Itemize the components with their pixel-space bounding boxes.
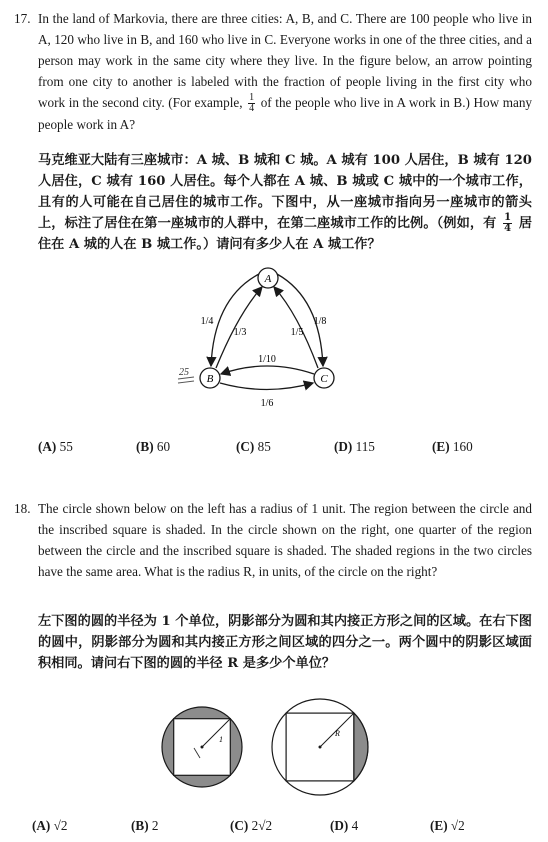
problem-18-choice-a[interactable] — [32, 818, 67, 834]
problem-17-choice-e[interactable] — [432, 439, 473, 455]
problem-17-text-en — [38, 8, 532, 135]
fraction-numerator: 1 — [504, 212, 512, 223]
choice-value: √2 — [53, 818, 68, 833]
problem-17-text-en-part1: In the land of Markovia, there are three cities: A, B, and C. There are 100 people who live in A, 120 who live in B, and 160 who live in C. Everyone works in one of the three cities, and a person may work in the same city where they live. In the figure below, an arrow pointing from one city to another is labeled with the fraction of people living in the first city who work in the second city. (For example, — [38, 11, 532, 110]
choice-letter: (A) — [32, 818, 51, 833]
problem-17-text-en-part2: of the people who live in A work in B.) How many people work in A? — [38, 95, 533, 133]
label-a-to-c: 1/8 — [313, 316, 327, 327]
fraction-denominator: 4 — [504, 223, 512, 234]
label-c-to-b: 1/10 — [258, 354, 276, 365]
choice-letter: (E) — [430, 818, 448, 833]
choice-letter: (C) — [230, 818, 249, 833]
problem-18-choice-d[interactable] — [330, 818, 358, 834]
problem-18-text-cn: 左下图的圆的半径为 1 个单位，阴影部分为圆和其内接正方形之间的区域。在右下图的圆中，阴影部分为圆和其内接正方形之间区域的四分之一。两个圆中的阴影区域面积相同。请问右下图的圆的半径 R 是多少个单位？ — [38, 614, 532, 671]
problem-18-number: 18. — [14, 501, 31, 516]
problem-18-choice-c[interactable] — [230, 818, 272, 834]
problem-17-text-cn-part2: 居住在 A 城的人在 B 城工作。）请问有多少人在 A 城工作？ — [38, 216, 533, 252]
label-b-to-a: 1/3 — [233, 327, 247, 338]
left-circle-figure — [162, 707, 242, 787]
choice-value: 160 — [452, 439, 473, 454]
choice-letter: (D) — [334, 439, 353, 454]
label-b-to-c: 1/6 — [260, 398, 274, 409]
right-circle-figure — [272, 699, 368, 795]
city-flow-diagram — [170, 262, 360, 412]
problem-17-example-fraction — [248, 93, 255, 114]
right-shaded-segment — [354, 713, 368, 781]
choice-letter: (E) — [432, 439, 450, 454]
choice-letter: (D) — [330, 818, 349, 833]
problem-17-choice-d[interactable] — [334, 439, 375, 455]
label-c-to-a: 1/5 — [290, 327, 304, 338]
left-radius-label: 1 — [219, 735, 223, 744]
choice-value: 115 — [355, 439, 375, 454]
handwritten-mark: 25 — [179, 367, 189, 378]
problem-17-choice-c[interactable] — [236, 439, 271, 455]
problem-18-choice-b[interactable] — [131, 818, 158, 834]
problem-18-text-en: The circle shown below on the left has a radius of 1 unit. The region between the circle and the inscribed square is shaded. In the circle shown on the right, one quarter of the region between the circle and the inscribed square is shaded. The shaded regions in the two circles have the same area. What is the radius R, in units, of the circle on the right? — [38, 501, 532, 579]
fraction-numerator: 1 — [249, 92, 255, 104]
problem-17-choice-a[interactable] — [38, 439, 73, 455]
problem-17-number: 17. — [14, 11, 31, 26]
choice-value: 60 — [156, 439, 171, 454]
choice-value: 2 — [151, 818, 159, 833]
choice-value: 2√2 — [251, 818, 273, 833]
choice-letter: (B) — [136, 439, 154, 454]
problem-17-text-cn — [38, 150, 532, 255]
problem-17-choice-b[interactable] — [136, 439, 170, 455]
choice-value: 85 — [257, 439, 271, 454]
choice-value: 4 — [351, 818, 359, 833]
arrow-c-to-b — [221, 366, 314, 374]
problem-17-cn-example-fraction — [503, 213, 512, 234]
choice-letter: (A) — [38, 439, 57, 454]
city-c-label: C — [320, 373, 328, 385]
city-a-label: A — [264, 273, 272, 285]
left-center-dot — [201, 746, 204, 749]
city-b-label: B — [206, 373, 214, 385]
right-center-dot — [319, 746, 322, 749]
problem-18-choice-e[interactable] — [430, 818, 465, 834]
arrow-b-to-c — [220, 383, 313, 390]
right-radius-label: R — [335, 729, 340, 738]
circles-diagram — [150, 698, 390, 796]
choice-letter: (B) — [131, 818, 149, 833]
choice-value: 55 — [59, 439, 73, 454]
label-a-to-b: 1/4 — [200, 316, 214, 327]
choice-value: √2 — [450, 818, 465, 833]
problem-17-text-cn-part1: 马克维亚大陆有三座城市：A 城、B 城和 C 城。A 城有 100 人居住，B 城有 120 人居住，C 城有 160 人居住。每个人都在 A 城、B 城或 C 城中的一个城市工作，且有的人可能在自己居住的城市工作。下图中，从一座城市指向另一座城市的箭头上，标注了居住在第一座城市的人群中，在第二座城市工作的比例。（例如，有 — [38, 153, 532, 231]
arrow-a-to-b — [211, 274, 259, 366]
fraction-denominator: 4 — [249, 103, 255, 115]
choice-letter: (C) — [236, 439, 255, 454]
